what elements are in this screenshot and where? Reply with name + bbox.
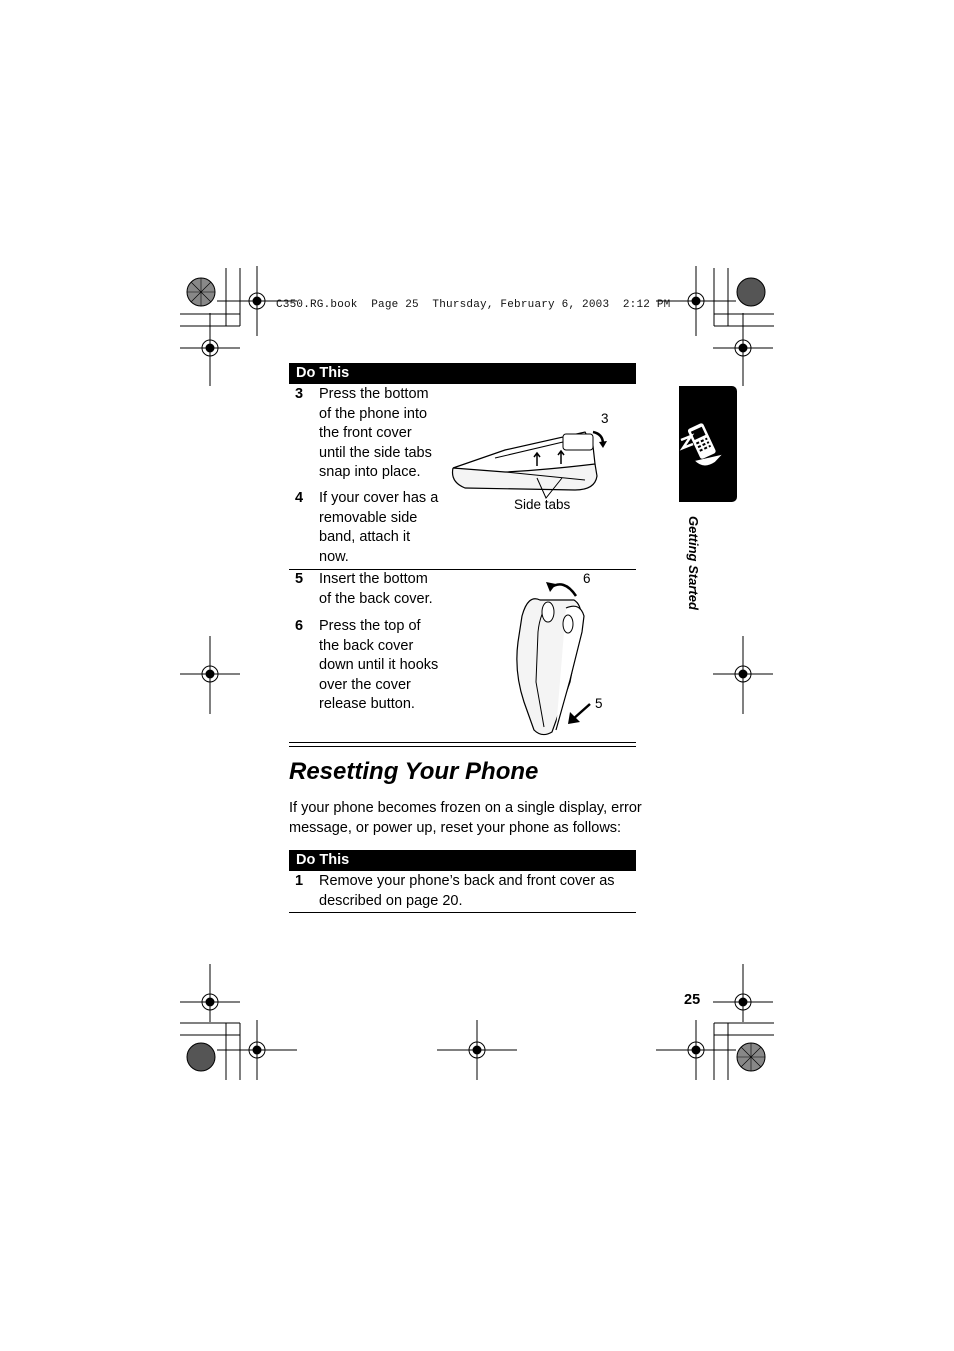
divider: [289, 746, 636, 747]
step-line: described on page 20.: [319, 892, 463, 909]
step-line: band, attach it: [319, 529, 411, 545]
step-text: [319, 385, 432, 483]
step-line: down until it hooks: [319, 657, 439, 673]
side-tabs-label: Side tabs: [514, 497, 571, 512]
divider: [289, 912, 636, 913]
step-line: Remove your phone’s back and front cover as: [319, 873, 615, 889]
chapter-label: Getting Started: [686, 516, 701, 610]
step-text: [319, 570, 433, 609]
step-line: Insert the bottom: [319, 571, 428, 587]
chapter-tab: [679, 386, 737, 502]
file-info-header: C350.RG.book Page 25 Thursday, February 6, 2003 2:12 PM: [276, 299, 671, 311]
callout-6: 6: [583, 571, 591, 586]
section-title: Resetting Your Phone: [289, 758, 539, 785]
step-text: [319, 617, 438, 715]
step-line: of the back cover.: [319, 590, 433, 607]
divider: [289, 742, 636, 743]
callout-5: 5: [595, 696, 603, 711]
step-line: If your cover has a: [319, 490, 439, 506]
table1-header: Do This: [289, 363, 636, 384]
step-line: Press the bottom: [319, 386, 429, 402]
callout-3: 3: [601, 411, 609, 426]
table2-header: Do This: [289, 850, 636, 871]
step-line: release button.: [319, 696, 415, 712]
back-cover-illustration: [510, 572, 610, 740]
step-line: the back cover: [319, 637, 414, 654]
intro-line: If your phone becomes frozen on a single display, error: [289, 800, 642, 816]
step-line: Press the top of: [319, 618, 421, 634]
step-line: removable side: [319, 509, 418, 526]
step-line: snap into place.: [319, 464, 421, 480]
intro-line: message, or power up, reset your phone as follows:: [289, 820, 622, 836]
step-number: 6: [295, 618, 304, 634]
step-text: [319, 872, 615, 911]
step-number: 5: [295, 571, 304, 587]
step-number: 4: [295, 490, 304, 506]
step-number: 1: [295, 873, 304, 889]
step-line: over the cover: [319, 676, 411, 693]
section-intro: [289, 798, 649, 838]
step-line: now.: [319, 548, 349, 565]
step-text: [319, 489, 438, 567]
page-number: 25: [684, 992, 701, 1008]
front-cover-illustration: [445, 410, 610, 500]
step-line: of the phone into: [319, 405, 428, 422]
phone-icon: [679, 386, 737, 502]
step-line: until the side tabs: [319, 444, 432, 461]
step-number: 3: [295, 386, 304, 402]
step-line: the front cover: [319, 425, 412, 441]
